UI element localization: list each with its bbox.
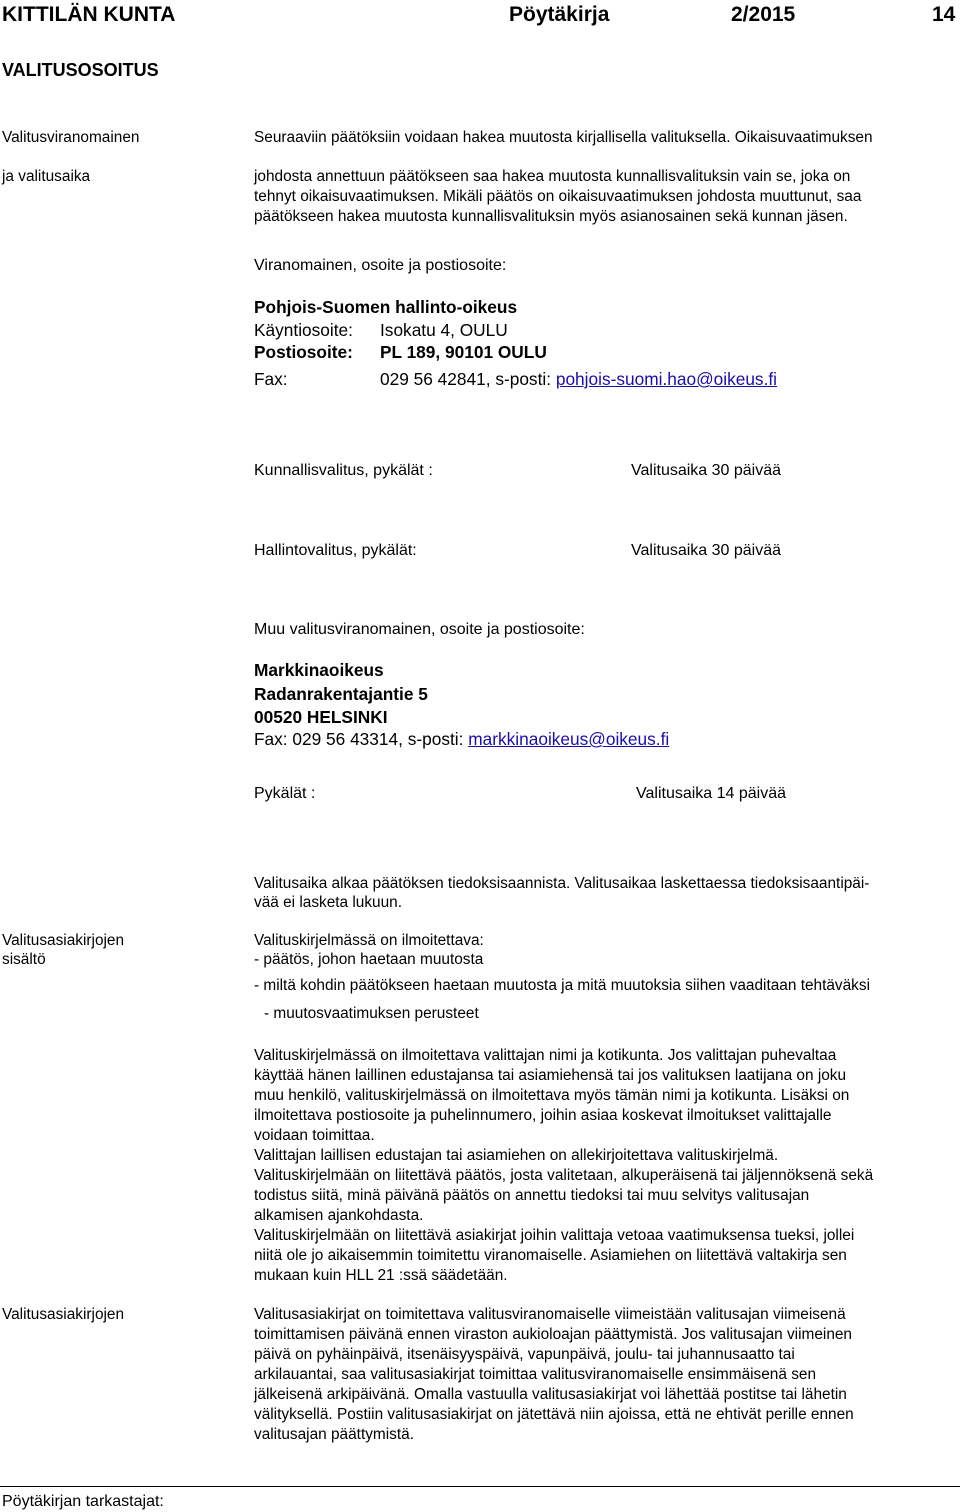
other-authority-city: 00520 HELSINKI xyxy=(254,707,388,727)
intro-line-1: Seuraaviin päätöksiin voidaan hakea muutosta kirjallisella valituksella. Oikaisuvaatimuksen xyxy=(254,129,873,146)
delivery-label: Valitusasiakirjojen xyxy=(2,1306,125,1323)
delivery-line-7: valitusajan päättymistä. xyxy=(254,1426,414,1443)
section-title: VALITUSOSOITUS xyxy=(2,60,159,80)
other-authority-fax-line xyxy=(254,728,669,750)
other-sections-label: Pykälät : xyxy=(254,785,316,802)
contents-p3-line-3: alkamisen ajankohdasta. xyxy=(254,1207,424,1224)
intro-line-4: päätökseen hakea muutosta kunnallisvalituksin myös asianosainen sekä kunnan jäsen. xyxy=(254,208,848,225)
admin-appeal-label: Hallintovalitus, pykälät: xyxy=(254,542,417,559)
postal-address-label: Postiosoite: xyxy=(254,342,353,362)
intro-label-1: Valitusviranomainen xyxy=(2,129,140,146)
visiting-address-value: Isokatu 4, OULU xyxy=(380,320,508,340)
fax-line xyxy=(254,368,777,390)
delivery-line-1: Valitusasiakirjat on toimitettava valitusviranomaiselle viimeistään valitusajan viimeisenä xyxy=(254,1306,846,1323)
contents-item-3: - muutosvaatimuksen perusteet xyxy=(264,1005,479,1022)
page-number: 14 xyxy=(932,3,956,26)
document-number: 2/2015 xyxy=(731,3,796,26)
fax-value: 029 56 42841, s-posti: xyxy=(380,369,556,389)
contents-p2-line-1: Valittajan laillisen edustajan tai asiamiehen on allekirjoitettava valituskirjelmä. xyxy=(254,1147,779,1164)
authority-name: Pohjois-Suomen hallinto-oikeus xyxy=(254,297,518,317)
contents-p4-line-2: niitä ole jo aikaisemmin toimitettu viranomaiselle. Asiamiehen on liitettävä valtakirja sen xyxy=(254,1247,847,1264)
organization-name: KITTILÄN KUNTA xyxy=(2,3,176,26)
start-note-line-1: Valitusaika alkaa päätöksen tiedoksisaannista. Valitusaikaa laskettaessa tiedoksisaantipäi- xyxy=(254,875,870,892)
other-authority-fax: Fax: 029 56 43314, s-posti: xyxy=(254,729,469,749)
footer-reviewers: Pöytäkirjan tarkastajat: xyxy=(2,1493,164,1510)
postal-address xyxy=(254,341,547,363)
visiting-address-label: Käyntiosoite: xyxy=(254,320,353,340)
contents-p3-line-1: Valituskirjelmään on liitettävä päätös, josta valitetaan, alkuperäisenä tai jäljennöksenä sekä xyxy=(254,1167,874,1184)
delivery-line-4: arkilauantai, saa valitusasiakirjat toimittaa valitusviranomaiselle ensimmäisenä sen xyxy=(254,1366,817,1383)
intro-line-3: tehnyt oikaisuvaatimuksen. Mikäli päätös on oikaisuvaatimuksen johdosta muuttunut, saa xyxy=(254,188,862,205)
start-note-line-2: vää ei lasketa lukuun. xyxy=(254,894,403,911)
delivery-line-2: toimittamisen päivänä ennen viraston aukioloajan päättymistä. Jos valitusajan viimeinen xyxy=(254,1326,852,1343)
delivery-line-3: päivä on pyhäinpäivä, itsenäisyyspäivä, vapunpäivä, joulu- tai juhannusaatto tai xyxy=(254,1346,795,1363)
intro-line-2: johdosta annettuun päätökseen saa hakea muutosta kunnallisvalituksin vain se, joka on xyxy=(254,168,851,185)
municipal-appeal-period: Valitusaika 30 päivää xyxy=(631,462,782,479)
contents-p4-line-3: mukaan kuin HLL 21 :ssä säädetään. xyxy=(254,1267,508,1284)
contents-item-2: - miltä kohdin päätökseen haetaan muutosta ja mitä muutoksia siihen vaaditaan tehtäväksi xyxy=(254,977,870,994)
other-authority-email-link[interactable]: markkinaoikeus@oikeus.fi xyxy=(468,729,670,749)
contents-label-1: Valitusasiakirjojen xyxy=(2,932,125,949)
contents-p4-line-1: Valituskirjelmään on liitettävä asiakirjat joihin valittaja vetoaa vaatimuksensa tueksi, jollei xyxy=(254,1227,855,1244)
contents-p1-line-4: ilmoitettava postiosoite ja puhelinnumero, joihin asiaa koskevat ilmoitukset valittajalle xyxy=(254,1107,832,1124)
intro-label-2: ja valitusaika xyxy=(2,168,91,185)
visiting-address xyxy=(254,319,508,341)
municipal-appeal-label: Kunnallisvalitus, pykälät : xyxy=(254,462,433,479)
other-appeal-period: Valitusaika 14 päivää xyxy=(636,785,787,802)
authority-heading: Viranomainen, osoite ja postiosoite: xyxy=(254,257,507,274)
contents-heading: Valituskirjelmässä on ilmoitettava: xyxy=(254,932,484,949)
fax-label: Fax: xyxy=(254,369,288,389)
other-authority-heading: Muu valitusviranomainen, osoite ja postiosoite: xyxy=(254,621,585,638)
contents-label-2: sisältö xyxy=(2,951,46,968)
contents-item-1: - päätös, johon haetaan muutosta xyxy=(254,951,484,968)
other-authority-name: Markkinaoikeus xyxy=(254,660,384,680)
contents-p1-line-2: käyttää hänen laillinen edustajansa tai asiamiehensä tai jos valituksen laatijana on joku xyxy=(254,1067,847,1084)
document-type: Pöytäkirja xyxy=(509,3,610,26)
contents-p3-line-2: todistus siitä, minä päivänä päätös on annettu tiedoksi tai muu selvitys valitusajan xyxy=(254,1187,810,1204)
contents-p1-line-5: voidaan toimittaa. xyxy=(254,1127,375,1144)
footer-divider xyxy=(0,1486,960,1487)
admin-appeal-period: Valitusaika 30 päivää xyxy=(631,542,782,559)
postal-address-value: PL 189, 90101 OULU xyxy=(380,342,547,362)
delivery-line-5: jälkeisenä arkipäivänä. Omalla vastuulla valitusasiakirjat voi lähettää postitse tai lähetin xyxy=(254,1386,847,1403)
delivery-line-6: välityksellä. Postiin valitusasiakirjat on jätettävä niin ajoissa, että ne ehtivät perille ennen xyxy=(254,1406,854,1423)
authority-email-link[interactable]: pohjois-suomi.hao@oikeus.fi xyxy=(555,369,778,389)
contents-p1-line-3: muu henkilö, valituskirjelmässä on ilmoitettava myös tämän nimi ja kotikunta. Lisäksi on xyxy=(254,1087,850,1104)
contents-p1-line-1: Valituskirjelmässä on ilmoitettava valittajan nimi ja kotikunta. Jos valittajan puhevaltaa xyxy=(254,1047,837,1064)
other-authority-street: Radanrakentajantie 5 xyxy=(254,684,428,704)
